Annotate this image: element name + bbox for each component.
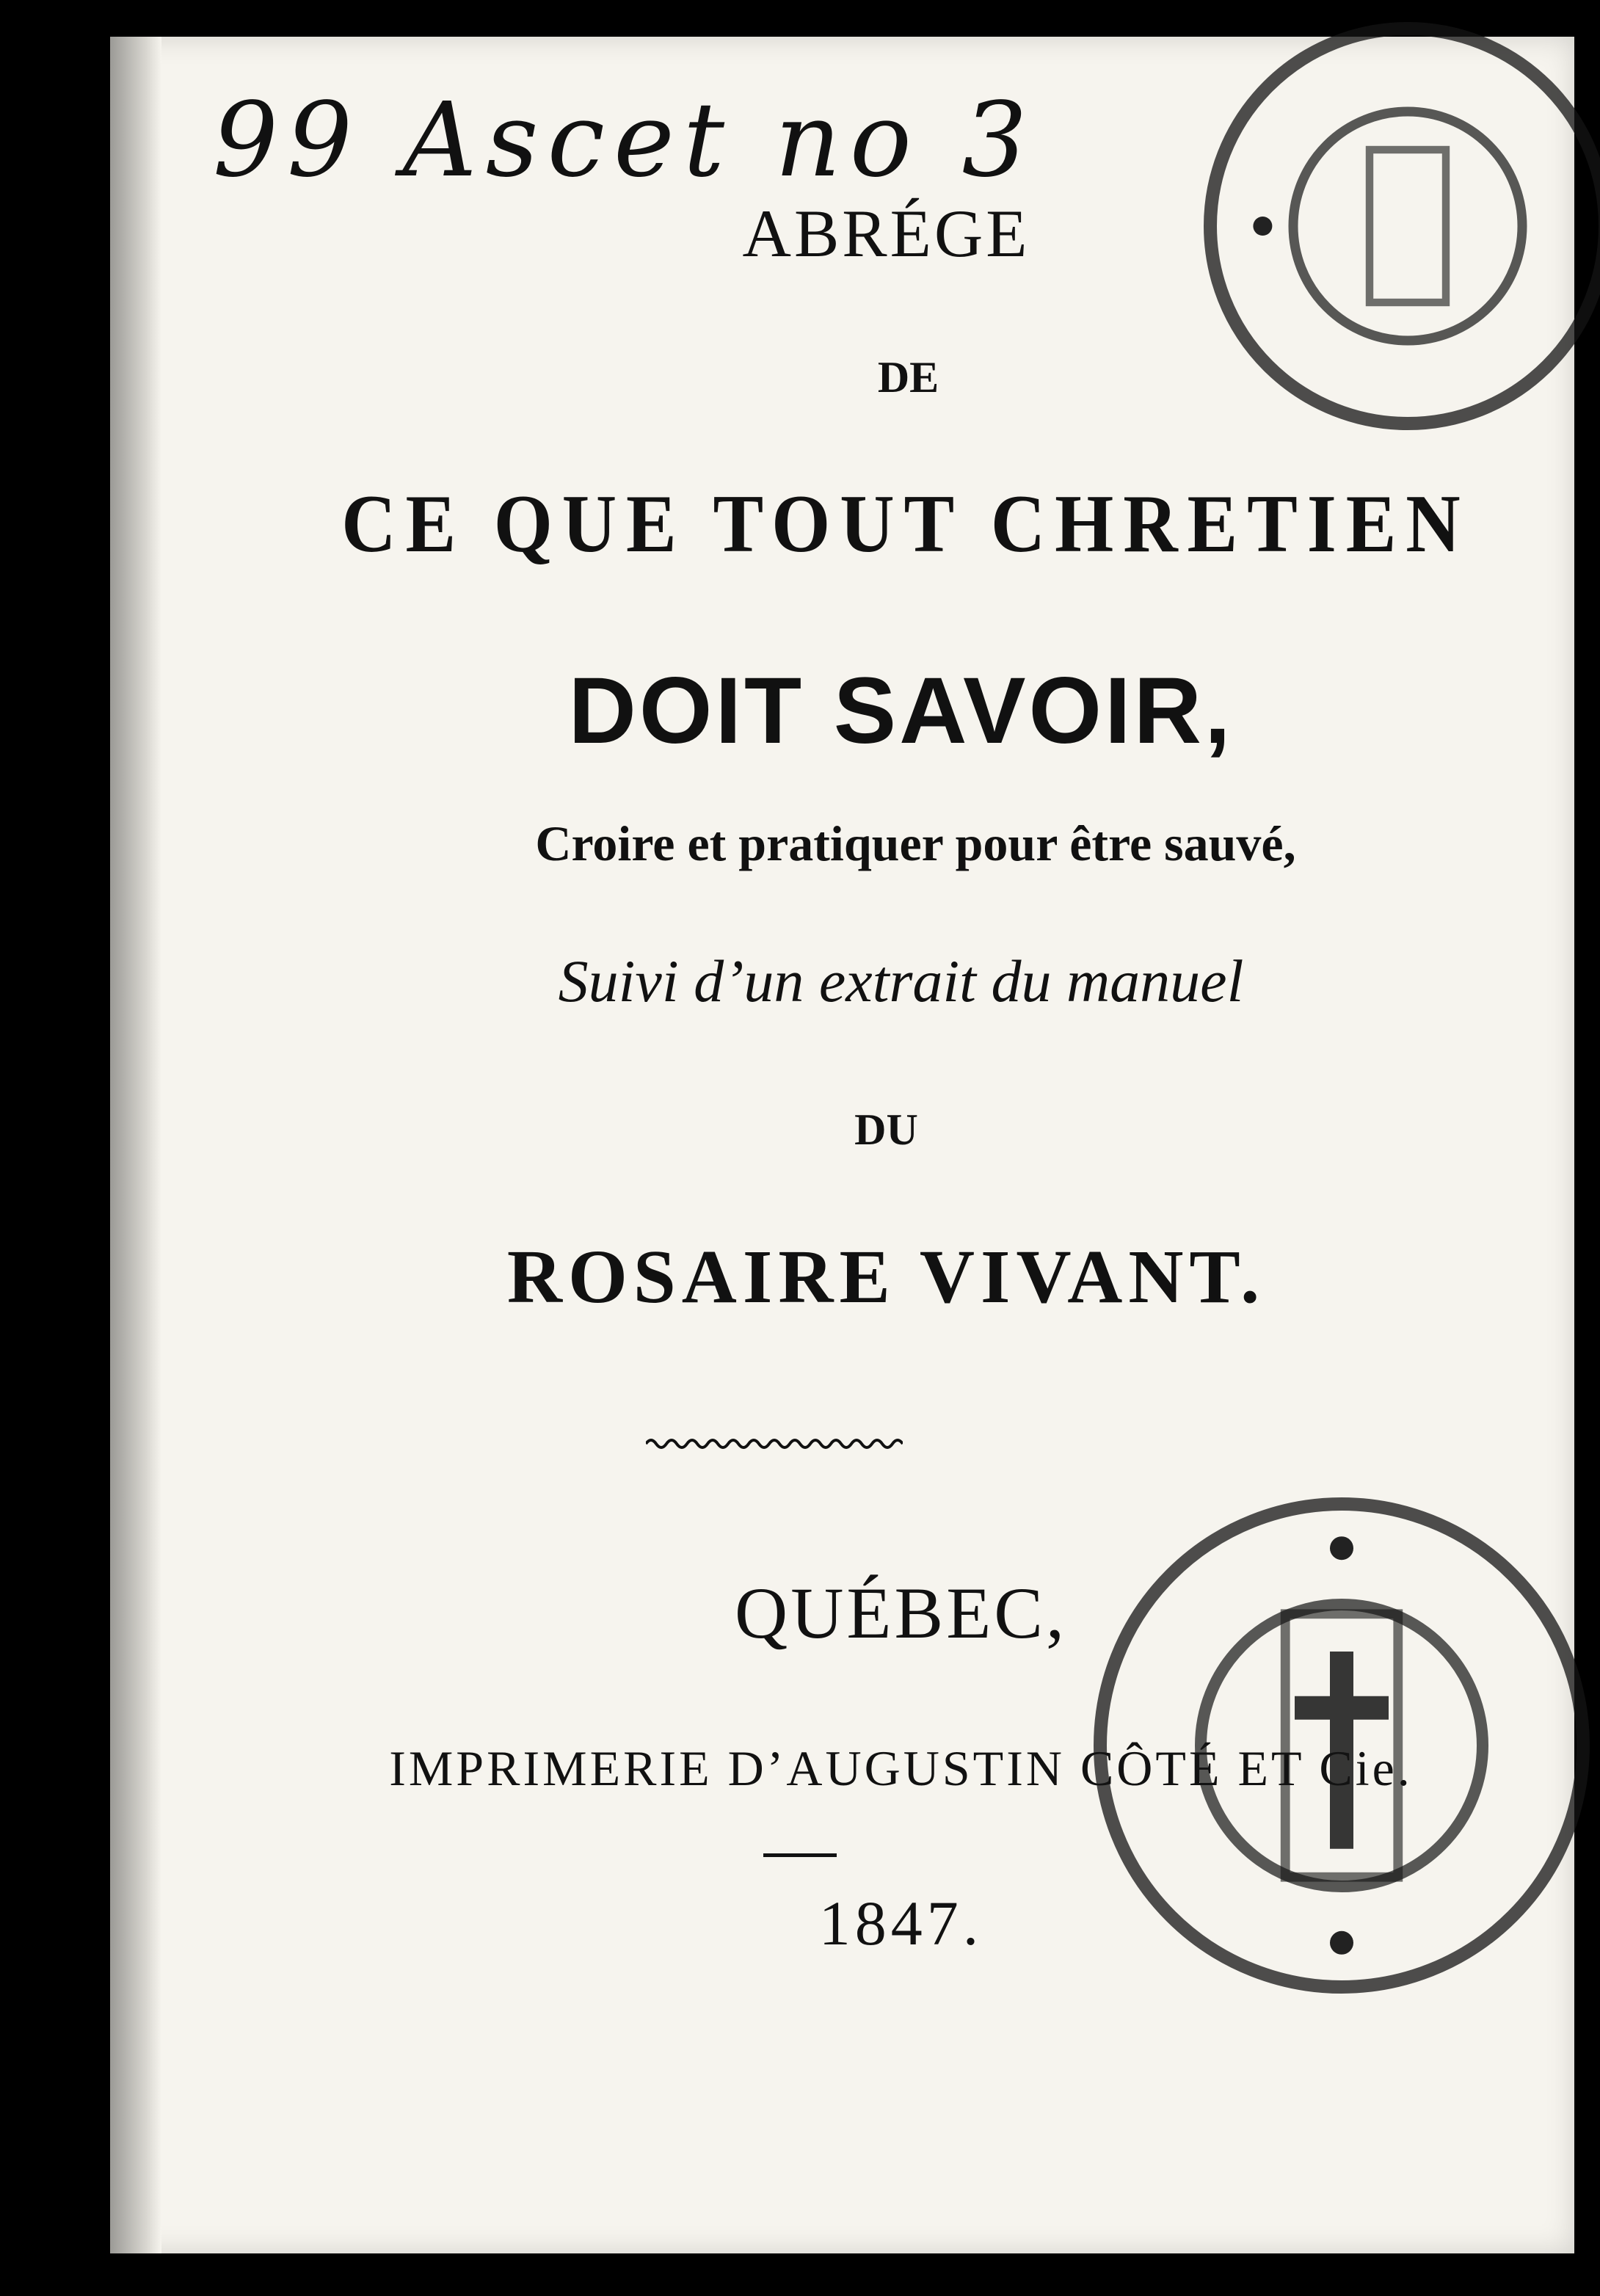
subtitle-croire: Croire et pratiquer pour être sauvé, [535,815,1296,871]
title-du: DU [854,1105,918,1154]
title-rosaire-vivant: ROSAIRE VIVANT. [506,1235,1266,1319]
handwritten-note: 99 Ascet no 3 [213,81,1036,200]
library-stamp-bottom [1094,1497,1590,1994]
title-de: DE [877,353,939,402]
library-stamp-top [1204,22,1600,430]
short-rule [763,1853,837,1857]
title-ce-que-tout-chretien: CE QUE TOUT CHRETIEN [341,479,1470,570]
title-abrege: ABRÉGE [742,196,1030,271]
imprint-year: 1847. [818,1888,983,1958]
imprint-city: QUÉBEC, [735,1572,1067,1654]
title-page [110,37,1574,2253]
imprint-printer: IMPRIMERIE D’AUGUSTIN CÔTÉ ET Cie. [389,1740,1413,1796]
decorative-wavy-rule [646,1435,903,1453]
subtitle-suivi: Suivi d’un extrait du manuel [558,948,1244,1014]
title-doit-savoir: DOIT SAVOIR, [568,658,1234,763]
